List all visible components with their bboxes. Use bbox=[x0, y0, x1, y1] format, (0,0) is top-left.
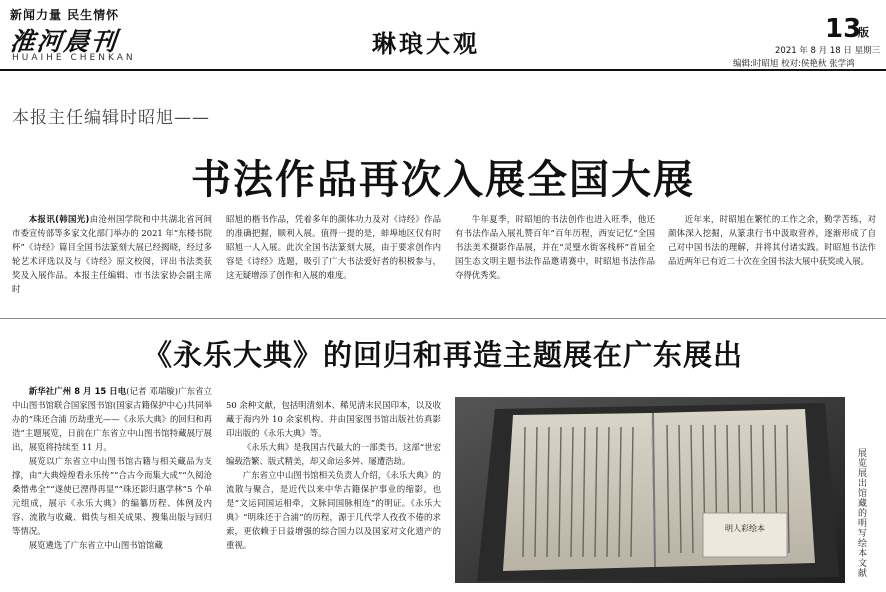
section-title: 琳琅大观 bbox=[372, 30, 480, 58]
article1-headline: 书法作品再次入展全国大展 bbox=[191, 156, 695, 203]
article1-column-4: 近年来，时昭旭在繁忙的工作之余，勤学苦练，对颜体深入挖掘，从篆隶行书中汲取营养，逐渐形成了自己对中国书法的理解，并将其付诸实践。时昭旭书法作品近两年已有近二十次在全国书法大展中获奖或入展。 bbox=[668, 214, 876, 266]
masthead-english-name: HUAIHE CHENKAN bbox=[12, 53, 136, 63]
article1-dateline: 本报讯(韩国光) bbox=[28, 214, 90, 224]
article2-paragraph-5: 《永乐大典》是我国古代最大的一部类书。这部“世宏编载浩繁、版式精美，却又命运多舛、屡遭浩劫。 bbox=[226, 442, 441, 466]
article1-column-2: 昭旭的楷书作品，凭着多年的颜体功力及对《诗经》作品的准确把握，顺利入展。值得一提的是，蚌埠地区仅有时昭旭一人入展。此次全国书法篆刻大展，由于要求创作内容是《诗经》选题，吸引了广大书法爱好者的积极参与，这无疑增添了创作和入展的难度。 bbox=[226, 214, 441, 280]
page-number: 13 bbox=[825, 14, 862, 44]
article2-paragraph-3: 展览遴选了广东省立中山图书馆馆藏 bbox=[28, 540, 163, 550]
article1-column-3: 牛年夏季，时昭旭的书法创作也进入旺季，他还有书法作品入展礼赞百年“百年历程，西安记忆”全国书法美术摄影作品展，并在“灵璧水街客栈杯”首届全国生态文明主题书法作品邀请赛中，时昭旭书法作品夺得优秀奖。 bbox=[455, 214, 655, 280]
article-divider bbox=[0, 318, 886, 319]
exhibit-placard: 明人彩绘本 bbox=[725, 524, 765, 533]
article1-column-1 bbox=[12, 212, 212, 296]
article2-dateline: 新华社广州 8 月 15 日电 bbox=[28, 386, 127, 396]
article2-paragraph-2: 展览以广东省立中山图书馆古籍与相关藏品为支撑，由“大典煌煌看永乐传”“合古今而集大成”“久阅沧桑惜弗全”“遂使已湮得再显”“珠还影归惠学林”5 个单元组成，展示《永乐大典》的编纂历程、体例及内容、流散与收藏、辑佚与相关成果、搜集出版与回归等情况。 bbox=[12, 456, 212, 536]
article2-column-2 bbox=[226, 398, 441, 552]
editor-credits: 编辑:时昭旭 校对:侯艳秋 张学鸿 bbox=[733, 59, 855, 69]
open-book-illustration bbox=[455, 397, 845, 583]
article1-col1-text: 由沧州国学院和中共湖北省河间市委宣传部等多家文化部门举办的 2021 年“东楼书院杯”《诗经》篇目全国书法篆刻大展已经揭晓，经过多轮艺术评选以及与《诗经》原文校阅，评出书法类获奖及入展作品。本报主任编辑、市书法家协会副主席时 bbox=[12, 214, 213, 294]
article2-paragraph-4: 50 余种文献，包括明清刻本、稀见清末民国印本，以及收藏于海内外 10 余家机构、并由国家图书馆出版社仿真影印出版的《永乐大典》等。 bbox=[226, 400, 441, 438]
masthead-slogan: 新闻力量 民生情怀 bbox=[10, 8, 120, 22]
header-divider bbox=[0, 69, 886, 71]
article1-kicker: 本报主任编辑时昭旭—— bbox=[12, 108, 210, 128]
photo-caption: 展览展出馆藏的明写绘本文献 bbox=[856, 448, 866, 578]
newspaper-logo: 淮河晨刊 bbox=[8, 27, 120, 56]
page-unit: 版 bbox=[858, 26, 869, 39]
exhibit-photo bbox=[455, 397, 845, 583]
article2-column-1 bbox=[12, 384, 212, 552]
article2-paragraph-6: 广东省立中山图书馆相关负责人介绍，《永乐大典》的流散与聚合，是近代以来中华古籍保护事业的缩影，也是“文运同国运相牵，文脉同国脉相连”的明证。《永乐大典》“明珠还于合浦”的历程，源于几代学人孜孜不倦的求索，更依赖于日益增强的综合国力以及国家对文化遗产的重视。 bbox=[226, 470, 441, 550]
article2-paragraph-1: 新华社广州 8 月 15 日电(记者 邓瑞璇)广东省立中山图书馆联合国家图书馆(国家古籍保护中心)共同举办的“珠还合浦 历劫重光——《永乐大典》的回归和再造”主题展览，日前在广东省立中山图书馆特藏展厅展出，展览将持续至 11 月。 bbox=[12, 386, 212, 452]
article2-headline: 《永乐大典》的回归和再造主题展在广东展出 bbox=[142, 338, 743, 372]
issue-date: 2021 年 8 月 18 日 星期三 bbox=[775, 46, 881, 56]
